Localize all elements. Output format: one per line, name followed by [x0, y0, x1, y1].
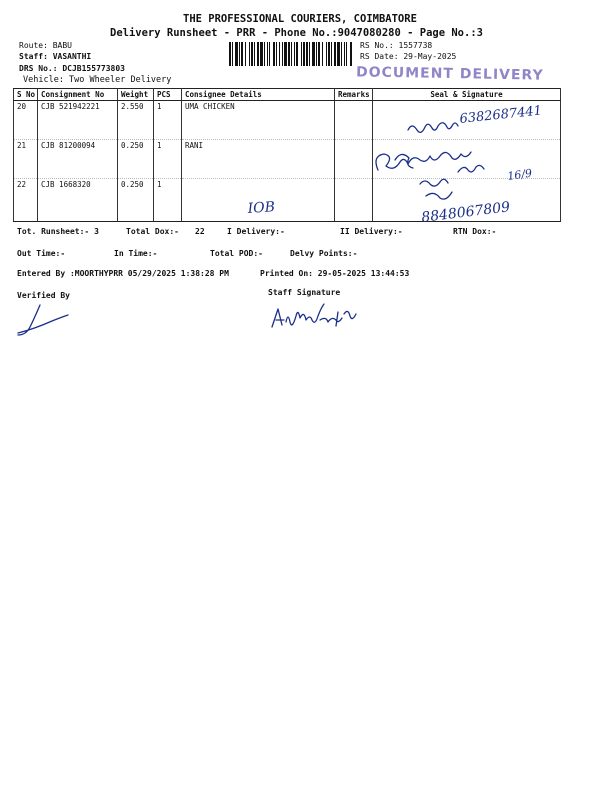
- col-header-weight: Weight: [118, 89, 154, 101]
- in-time: In Time:-: [114, 249, 158, 258]
- total-dox-label: Total Dox:-: [126, 227, 179, 236]
- cell-weight: 0.250: [118, 140, 154, 179]
- cell-consignment: CJB 521942221: [38, 101, 118, 140]
- rs-number: RS No.: 1557738: [360, 41, 433, 50]
- cell-sno: 22: [14, 179, 38, 222]
- cell-weight: 2.550: [118, 101, 154, 140]
- total-dox-value: 22: [195, 227, 205, 236]
- document-delivery-stamp: DOCUMENT DELIVERY: [355, 64, 544, 84]
- cell-sno: 20: [14, 101, 38, 140]
- cell-sno: 21: [14, 140, 38, 179]
- col-header-consignee: Consignee Details: [182, 89, 335, 101]
- cell-consignment: CJB 1668320: [38, 179, 118, 222]
- staff-signature-label: Staff Signature: [268, 288, 341, 297]
- row21-handwritten-number: 16/9: [506, 166, 533, 183]
- cell-weight: 0.250: [118, 179, 154, 222]
- rtn-dox: RTN Dox:-: [453, 227, 497, 236]
- staff-label: Staff: VASANTHI: [19, 52, 92, 61]
- cell-pcs: 1: [154, 140, 182, 179]
- staff-signature-scribble: [272, 304, 356, 327]
- col-header-remarks: Remarks: [335, 89, 373, 101]
- row22-phone-handwritten: 8848067809: [420, 199, 511, 226]
- col-header-consignment: Consignment No: [38, 89, 118, 101]
- cell-pcs: 1: [154, 101, 182, 140]
- vehicle-label: Vehicle: Two Wheeler Delivery: [23, 75, 172, 85]
- cell-pcs: 1: [154, 179, 182, 222]
- total-pod: Total POD:-: [210, 249, 263, 258]
- document-title: THE PROFESSIONAL COURIERS, COIMBATORE: [183, 13, 417, 25]
- tot-runsheet: Tot. Runsheet:- 3: [17, 227, 99, 236]
- i-delivery: I Delivery:-: [227, 227, 285, 236]
- rs-date: RS Date: 29-May-2025: [360, 52, 457, 61]
- row20-signature-scribble: [408, 123, 458, 133]
- col-header-seal-signature: Seal & Signature: [373, 89, 561, 101]
- cell-consignee: UMA CHICKEN: [182, 101, 335, 140]
- runsheet-subtitle: Delivery Runsheet - PRR - Phone No.:9047080280 - Page No.:3: [110, 27, 483, 39]
- delvy-points: Delvy Points:-: [290, 249, 358, 258]
- row21-signature-scribble: [376, 152, 471, 170]
- cell-consignee: RANI: [182, 140, 335, 179]
- cell-consignment: CJB 81200094: [38, 140, 118, 179]
- col-header-sno: S No: [14, 89, 38, 101]
- row22-remark-handwritten: IOB: [247, 199, 276, 217]
- route-label: Route: BABU: [19, 41, 72, 50]
- out-time: Out Time:-: [17, 249, 66, 258]
- row20-phone-handwritten: 6382687441: [458, 103, 543, 127]
- ii-delivery: II Delivery:-: [340, 227, 403, 236]
- col-header-pcs: PCS: [154, 89, 182, 101]
- drs-number: DRS No.: DCJB155773803: [19, 64, 125, 73]
- verified-by-label: Verified By: [17, 291, 70, 300]
- entered-by: Entered By :MOORTHYPRR 05/29/2025 1:38:28 PM: [17, 269, 229, 278]
- printed-on: Printed On: 29-05-2025 13:44:53: [260, 269, 410, 278]
- verified-by-signature: [18, 305, 68, 335]
